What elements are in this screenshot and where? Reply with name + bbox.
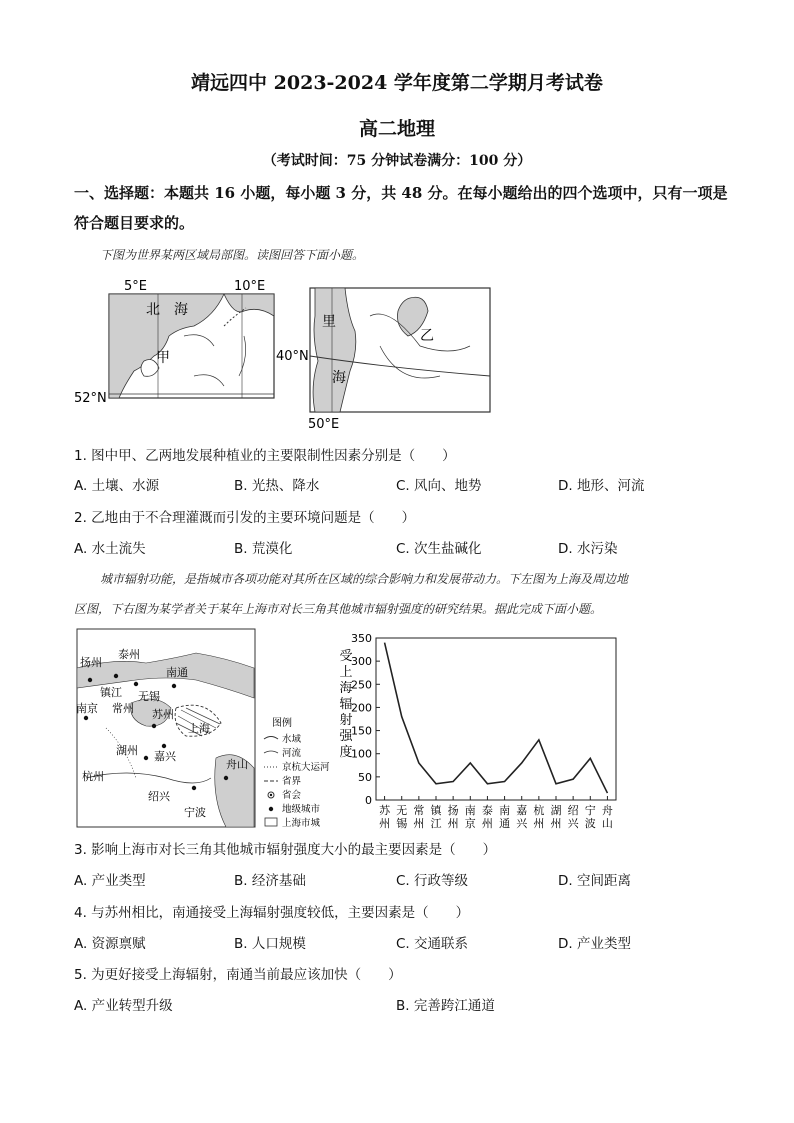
x-tick-label: 兴 [567,817,579,830]
group2-intro-1: 城市辐射功能，是指城市各项功能对其所在区域的综合影响力和发展带动力。下左图为上海及周边地 [100,572,629,586]
q5-stem: 5. 为更好接受上海辐射，南通当前最应该加快（ ） [74,967,402,983]
lon-5e: 5°E [124,279,147,294]
x-tick-label: 南 [464,804,476,817]
city-nantong: 南通 [166,666,188,679]
q1-option-b[interactable]: B. 光热、降水 [234,478,320,494]
city-yangzhou: 扬州 [80,656,102,669]
chart-frame [376,638,616,800]
q5-option-a[interactable]: A. 产业转型升级 [74,998,173,1014]
legend-capital: 省会 [282,790,302,801]
caspian-label-2: 海 [332,370,346,386]
lon-10e: 10°E [234,279,266,294]
region-jia: 甲 [156,350,170,366]
group1-intro: 下图为世界某两区域局部图。读图回答下面小题。 [100,248,365,262]
y-label-char: 上 [339,665,353,680]
q3-option-d[interactable]: D. 空间距离 [558,873,631,889]
q4-option-d[interactable]: D. 产业类型 [558,936,631,952]
y-tick-label: 50 [358,770,372,784]
x-tick-label: 南 [499,804,511,817]
city-jiaxing: 嘉兴 [154,750,176,763]
q1-option-d[interactable]: D. 地形、河流 [558,478,645,494]
x-tick-label: 州 [533,817,545,830]
legend-title: 图例 [272,718,292,729]
map-north-sea [74,276,284,412]
city-zhoushan: 舟山 [226,758,248,771]
x-tick-label: 绍 [567,804,579,817]
y-label-char: 辐 [339,697,353,712]
x-tick-label: 州 [447,817,459,830]
x-tick-label: 无 [396,804,408,817]
legend-prefecture-city: 地级城市 [282,804,321,815]
y-tick-label: 0 [365,794,372,807]
y-label-char: 度 [339,745,353,760]
y-label-char: 受 [339,649,353,664]
y-label-char: 强 [339,729,353,744]
q1-option-a[interactable]: A. 土壤、水源 [74,478,160,494]
y-tick-label: 250 [351,678,372,692]
x-tick-label: 杭 [533,804,545,817]
q3-stem: 3. 影响上海市对长三角其他城市辐射强度大小的最主要因素是（ ） [74,842,497,858]
x-tick-label: 宁 [584,804,596,817]
q4-stem: 4. 与苏州相比，南通接受上海辐射强度较低，主要因素是（ ） [74,905,470,921]
x-tick-label: 湖 [550,804,562,817]
exam-title: 靖远四中 2023-2024 学年度第二学期月考试卷 [191,72,603,94]
lat-52n: 52°N [74,391,107,406]
city-suzhou: 苏州 [152,708,174,721]
q4-option-a[interactable]: A. 资源禀赋 [74,936,146,952]
x-tick-label: 州 [550,817,562,830]
radiation-chart [334,632,624,834]
subject-title: 高二地理 [358,118,435,140]
q3-option-a[interactable]: A. 产业类型 [74,873,146,889]
legend-province-border: 省界 [282,776,302,787]
x-tick-label: 泰 [481,804,493,817]
group2-intro-2: 区图，下右图为某学者关于某年上海市对长三角其他城市辐射强度的研究结果。据此完成下面小题。 [74,602,603,616]
q4-option-c[interactable]: C. 交通联系 [396,936,469,952]
q3-option-b[interactable]: B. 经济基础 [234,873,306,889]
exam-meta: （考试时间：75 分钟试卷满分：100 分） [262,153,532,169]
city-wuxi: 无锡 [138,690,160,703]
q1-option-c[interactable]: C. 风向、地势 [396,478,482,494]
x-tick-label: 州 [379,817,391,830]
y-label-char: 射 [339,713,353,728]
city-zhenjiang: 镇江 [100,686,122,699]
x-tick-label: 嘉 [516,804,528,817]
x-tick-label: 州 [481,817,493,830]
x-tick-label: 常 [413,804,425,817]
legend-shanghai: 上海市城 [282,818,321,829]
city-shanghai: 上海 [188,722,210,735]
x-tick-label: 舟 [601,804,613,817]
legend-canal: 京杭大运河 [282,762,330,773]
y-tick-label: 150 [351,724,372,738]
map-yangtze-delta [76,628,356,830]
q2-option-c[interactable]: C. 次生盐碱化 [396,541,482,557]
x-tick-label: 苏 [379,804,391,817]
region-yi: 乙 [420,328,434,344]
caspian-label-1: 里 [322,314,336,330]
chart-series-line [385,643,608,793]
q2-stem: 2. 乙地由于不合理灌溉而引发的主要环境问题是（ ） [74,510,416,526]
lon-50e: 50°E [308,417,340,432]
x-tick-label: 京 [464,817,476,830]
q2-option-d[interactable]: D. 水污染 [558,541,618,557]
x-tick-label: 州 [413,817,425,830]
q2-option-a[interactable]: A. 水土流失 [74,541,146,557]
north-sea-label: 北 海 [146,302,188,318]
city-hangzhou: 杭州 [82,770,104,783]
q3-option-c[interactable]: C. 行政等级 [396,873,469,889]
q5-option-b[interactable]: B. 完善跨江通道 [396,998,495,1014]
q1-stem: 1. 图中甲、乙两地发展种植业的主要限制性因素分别是（ ） [74,448,456,464]
lat-40n: 40°N [276,349,309,364]
city-huzhou: 湖州 [116,744,138,757]
map-caspian [270,276,495,432]
city-taizhou: 泰州 [118,648,140,661]
city-changzhou: 常州 [112,702,134,715]
q2-option-b[interactable]: B. 荒漠化 [234,541,293,557]
x-tick-label: 波 [584,817,596,830]
legend-river: 河流 [282,748,302,759]
x-tick-label: 江 [430,817,442,830]
city-shaoxing: 绍兴 [148,790,170,803]
x-tick-label: 扬 [447,804,459,817]
x-tick-label: 兴 [516,817,528,830]
y-tick-label: 200 [351,701,372,715]
city-nanjing: 南京 [76,702,98,715]
y-tick-label: 300 [351,655,372,669]
y-tick-label: 350 [351,632,372,645]
x-tick-label: 通 [499,817,511,830]
city-ningbo: 宁波 [184,806,206,819]
y-label-char: 海 [339,681,353,696]
x-tick-label: 山 [601,817,613,830]
section-heading: 一、选择题：本题共 16 小题，每小题 3 分，共 48 分。在每小题给出的四个选项中，只有一项是符合题目要求的。 [74,184,728,232]
x-tick-label: 镇 [430,804,442,817]
legend-water: 水域 [282,734,302,745]
y-tick-label: 100 [351,747,372,761]
x-tick-label: 锡 [396,817,408,830]
q4-option-b[interactable]: B. 人口规模 [234,936,306,952]
